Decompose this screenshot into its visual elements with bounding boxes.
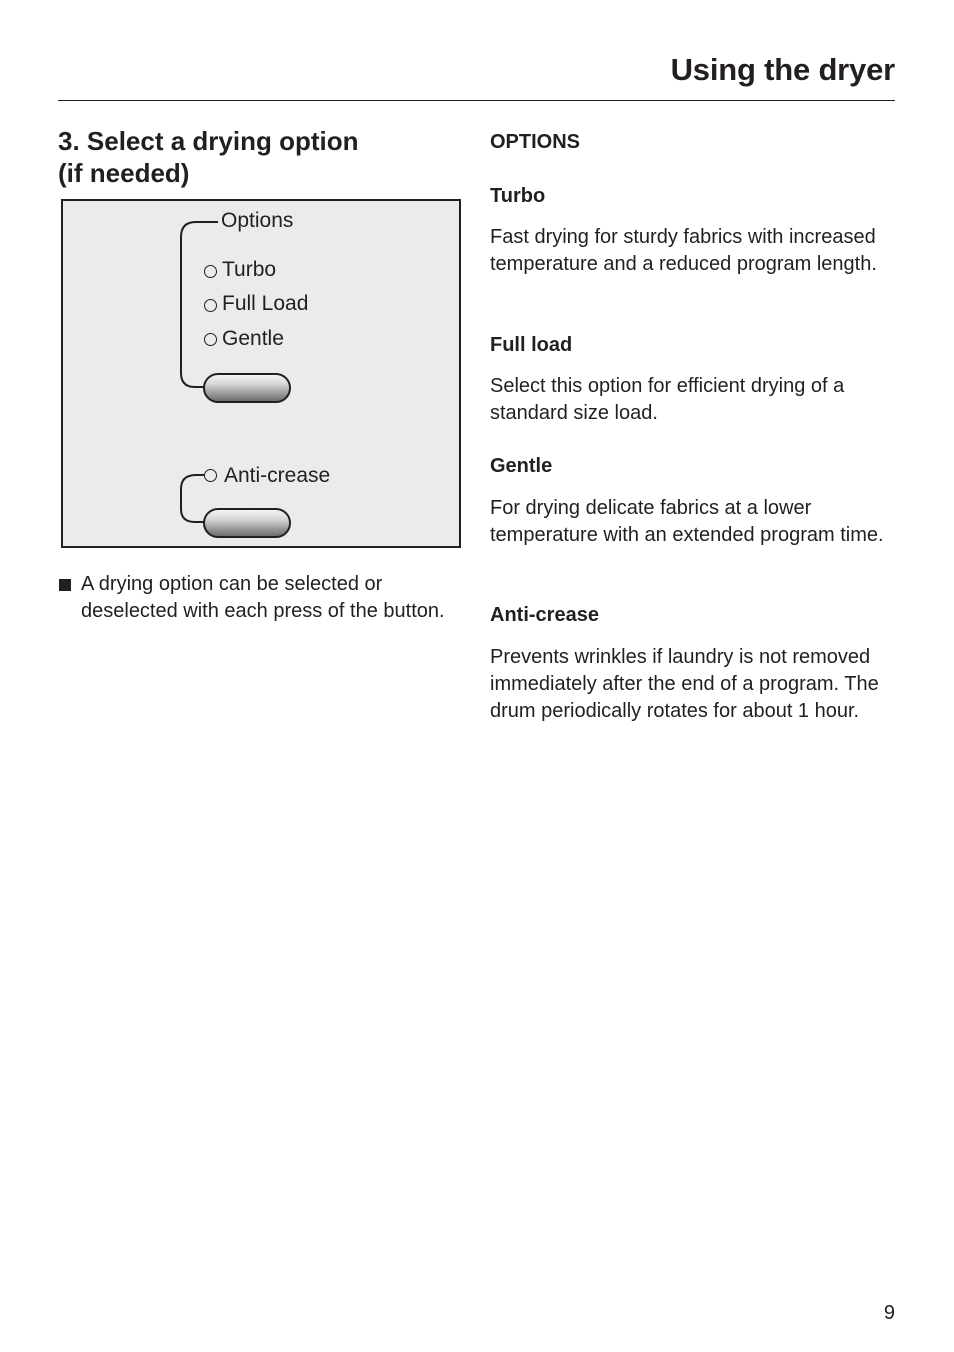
anti-crease-heading: Anti-crease [490, 604, 599, 626]
full-load-heading: Full load [490, 334, 573, 356]
options-group-label: Options [221, 209, 294, 232]
options-title: OPTIONS [490, 131, 581, 153]
turbo-indicator-icon [204, 265, 217, 278]
page-number: 9 [883, 1302, 895, 1324]
full-load-option-label: Full Load [222, 292, 309, 315]
section-heading-line2: (if needed) [58, 158, 190, 188]
control-panel-illustration [61, 199, 461, 548]
options-button[interactable] [203, 373, 291, 403]
header-rule [58, 100, 895, 101]
turbo-heading: Turbo [490, 185, 546, 207]
turbo-description: Fast drying for sturdy fabrics with increased temperature and a reduced program length. [490, 226, 877, 275]
full-load-description: Select this option for efficient drying of a standard size load. [490, 375, 845, 424]
anti-crease-label: Anti-crease [224, 464, 331, 487]
turbo-option-label: Turbo [222, 258, 277, 281]
anti-crease-description: Prevents wrinkles if laundry is not removed immediately after the end of a program. The drum periodically rotates for about 1 hour. [490, 646, 879, 722]
gentle-description: For drying delicate fabrics at a lower temperature with an extended program time. [490, 497, 884, 546]
gentle-option-label: Gentle [222, 327, 284, 350]
bullet-square-icon [59, 579, 71, 591]
page-header-title: Using the dryer [670, 52, 895, 87]
anti-crease-button[interactable] [203, 508, 291, 538]
section-heading [58, 125, 438, 189]
section-heading-line1: 3. Select a drying option [58, 126, 359, 156]
full-load-indicator-icon [204, 299, 217, 312]
anti-crease-indicator-icon [204, 469, 217, 482]
gentle-indicator-icon [204, 333, 217, 346]
gentle-heading: Gentle [490, 455, 553, 477]
note-text: A drying option can be selected or deselected with each press of the button. [81, 573, 445, 622]
